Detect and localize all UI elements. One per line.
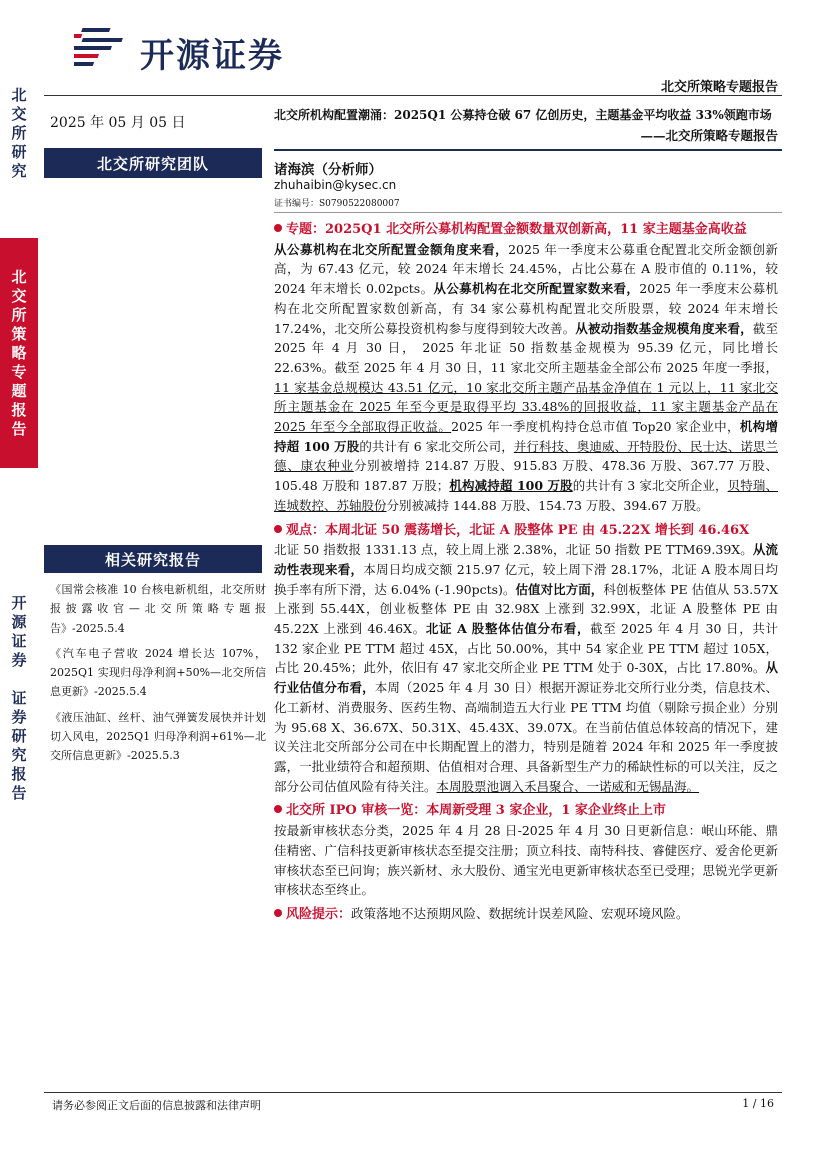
section-body: 北证 50 指数报 1331.13 点，较上周上涨 2.38%，北证 50 指数 PE TTM69.39X。从流动性表现来看，本周日均成交额 215.97 亿元，较上周下滑 28.17%，北证 A 股本周日均换手率有所下滑，达 6.04% (-1.90pcts)。估值对比方面，科创板整体 PE 估值从 53.57X 上涨到 55.44X，创业板整体 PE 由 32.98X 上涨到 32.99X，北证 A 股整体 PE 由 45.22X 上涨到 46.46X。北证 A 股整体估值分布看，截至 2025 年 4 月 30 日，共计 132 家企业 PE TTM 超过 45X，占比 50.00%，其中 54 家企业 PE TTM 超过 105X，占比 20.45%；此外，依旧有 47 家北交所企业 PE TTM 处于 0-30X，占比 17.80%。从行业估值分布看，本周（2025 年 4 月 30 日）根据开源证券北交所行业分类，信息技术、化工新材、消费服务、医药生物、高端制造五大行业 PE TTM 均值（剔除亏损企业）分别为 95.68 X、36.67X、50.31X、45.43X、39.07X。在当前估值总体较高的情况下，建议关注北交所部分公司在中长期配置上的潜力，特别是随着 2024 年和 2025 年一季度披露，一批业绩符合和超预期、估值相对合理、具备新型生产力的稀缺性标的可以关注，反之部分公司估值风险有待关注。本周股票池调入禾昌聚合、一诺威和无锡晶海。: [274, 542, 778, 794]
analyst-divider: [274, 212, 782, 213]
main-content: [274, 219, 778, 929]
side-tab-char: 北: [11, 86, 27, 104]
section-risk: 风险提示：政策落地不达预期风险、数据统计误差风险、宏观环境风险。: [274, 904, 778, 925]
side-tab-char: 专: [11, 362, 27, 381]
section-heading: 专题：2025Q1 北交所公募机构配置金额数量双创新高，11 家主题基金高收益: [274, 219, 778, 240]
side-tab-char: 告: [11, 784, 27, 802]
logo-text: 开源证券: [140, 36, 284, 76]
header-divider: [44, 95, 782, 96]
section-view: [274, 520, 778, 797]
analyst-email[interactable]: zhuhaibin@kysec.cn: [274, 178, 397, 192]
side-tab-char: 源: [11, 613, 27, 631]
side-tab-report-type: [0, 238, 38, 468]
side-tab-char: 告: [11, 419, 27, 438]
side-tab-char: 策: [11, 324, 27, 343]
company-logo: [74, 22, 314, 74]
bullet-icon: [274, 909, 282, 917]
side-tab-char: 题: [11, 381, 27, 400]
side-tab-char: [16, 670, 21, 689]
side-tab-char: 报: [11, 400, 27, 419]
report-title: 北交所机构配置潮涌：2025Q1 公募持仓破 67 亿创历史，主题基金平均收益 33%领跑市场: [274, 108, 772, 122]
side-tab-char: 究: [11, 746, 27, 764]
analyst-certificate: 证书编号：S0790522080007: [274, 199, 400, 209]
side-tab-research: [0, 86, 38, 180]
side-tab-brand: [0, 594, 38, 802]
related-report-link[interactable]: 《国常会核准 10 台核电新机组，北交所财报披露收官—北交所策略专题报告》-2025.5.4: [50, 583, 266, 635]
side-tab-char: 券: [11, 708, 27, 726]
side-tab-char: 证: [11, 632, 27, 650]
section-ipo: [274, 800, 778, 900]
related-report-link[interactable]: 《汽车电子营收 2024 增长达 107%，2025Q1 实现归母净利润+50%—北交所信息更新》-2025.5.4: [50, 646, 266, 699]
side-tab-char: 究: [11, 162, 27, 180]
side-tab-char: 所: [11, 124, 27, 142]
side-tab-char: 证: [11, 689, 27, 707]
analyst-name: 诸海滨（分析师）: [274, 162, 382, 178]
bullet-icon: [274, 805, 282, 813]
section-heading: 观点：本周北证 50 震荡增长，北证 A 股整体 PE 由 45.22X 增长到 46.46X: [274, 520, 778, 541]
section-heading: 北交所 IPO 审核一览：本周新受理 3 家企业，1 家企业终止上市: [274, 800, 778, 821]
related-reports-heading: 相关研究报告: [44, 545, 262, 573]
logo-mark-icon: [74, 24, 134, 72]
section-topic: [274, 219, 778, 516]
side-tab-char: 所: [11, 305, 27, 324]
bullet-icon: [274, 525, 282, 533]
section-body: 从公募机构在北交所配置金额角度来看，2025 年一季度末公募重仓配置北交所金额创新高，为 67.43 亿元，较 2024 年末增长 24.45%，占比公募在 A 股市值的 0.11%，较 2024 年末增长 0.02pcts。从公募机构在北交所配置家数来看，2025 年一季度末公募机构在北交所配置家数创新高，有 34 家公募机构配置北交所股票，较 2024 年末增长 17.24%，北交所公募投资机构参与度得到较大改善。从被动指数基金规模角度来看，截至 2025 年 4 月 30 日， 2025 年北证 50 指数基金规模为 95.39 亿元，同比增长 22.63%。截至 2025 年 4 月 30 日，11 家北交所主题基金全部公布 2025 年度一季报，11 家基金总规模达 43.51 亿元，10 家北交所主题产品基金净值在 1 元以上，11 家北交所主题基金在 2025 年至今更是取得平均 33.48%的回报收益，11 家主题基金产品在 2025 年至今全部取得正收益。2025 年一季度机构持仓总市值 Top20 家企业中，机构增持超 100 万股的共计有 6 家北交所公司，并行科技、奥迪威、开特股份、民士达、诺思兰德、康农种业分别被增持 214.87 万股、915.83 万股、478.36 万股、367.77 万股、105.48 万股和 187.87 万股；机构减持超 100 万股的共计有 3 家北交所企业，贝特瑞、连城数控、苏轴股份分别被减持 144.88 万股、154.73 万股、394.67 万股。: [274, 241, 778, 513]
team-divider: [274, 149, 782, 151]
side-tab-char: 交: [11, 286, 27, 305]
page-number: 1 / 16: [742, 1097, 774, 1110]
bullet-icon: [274, 224, 282, 232]
side-tab-char: 北: [11, 267, 27, 286]
related-report-link[interactable]: 《液压油缸、丝杆、油气弹簧发展快并计划切入风电，2025Q1 归母净利润+61%—北交所信息更新》-2025.5.3: [50, 710, 266, 763]
side-tab-char: 研: [11, 727, 27, 745]
side-tab-char: 交: [11, 105, 27, 123]
side-tab-char: 券: [11, 651, 27, 669]
report-subtitle: ——北交所策略专题报告: [640, 128, 778, 143]
side-tab-char: 略: [11, 343, 27, 362]
related-reports-list: [50, 580, 266, 772]
team-heading: 北交所研究团队: [44, 148, 262, 178]
footer-disclaimer: 请务必参阅正文后面的信息披露和法律声明: [52, 1099, 261, 1112]
footer-divider: [44, 1092, 782, 1093]
side-tab-char: 报: [11, 765, 27, 783]
report-date: 2025 年 05 月 05 日: [50, 115, 186, 131]
report-type-header: 北交所策略专题报告: [660, 80, 778, 95]
side-tab-char: 开: [11, 594, 27, 612]
side-tab-char: 研: [11, 143, 27, 161]
section-body: 按最新审核状态分类，2025 年 4 月 28 日-2025 年 4 月 30 日更新信息：岷山环能、鼎佳精密、广信科技更新审核状态至提交注册；顶立科技、南特科技、睿健医疗、爱舍伦更新审核状态至已问询；族兴新材、永大股份、通宝光电更新审核状态至已受理；思锐光学更新审核状态至终止。: [274, 823, 778, 898]
